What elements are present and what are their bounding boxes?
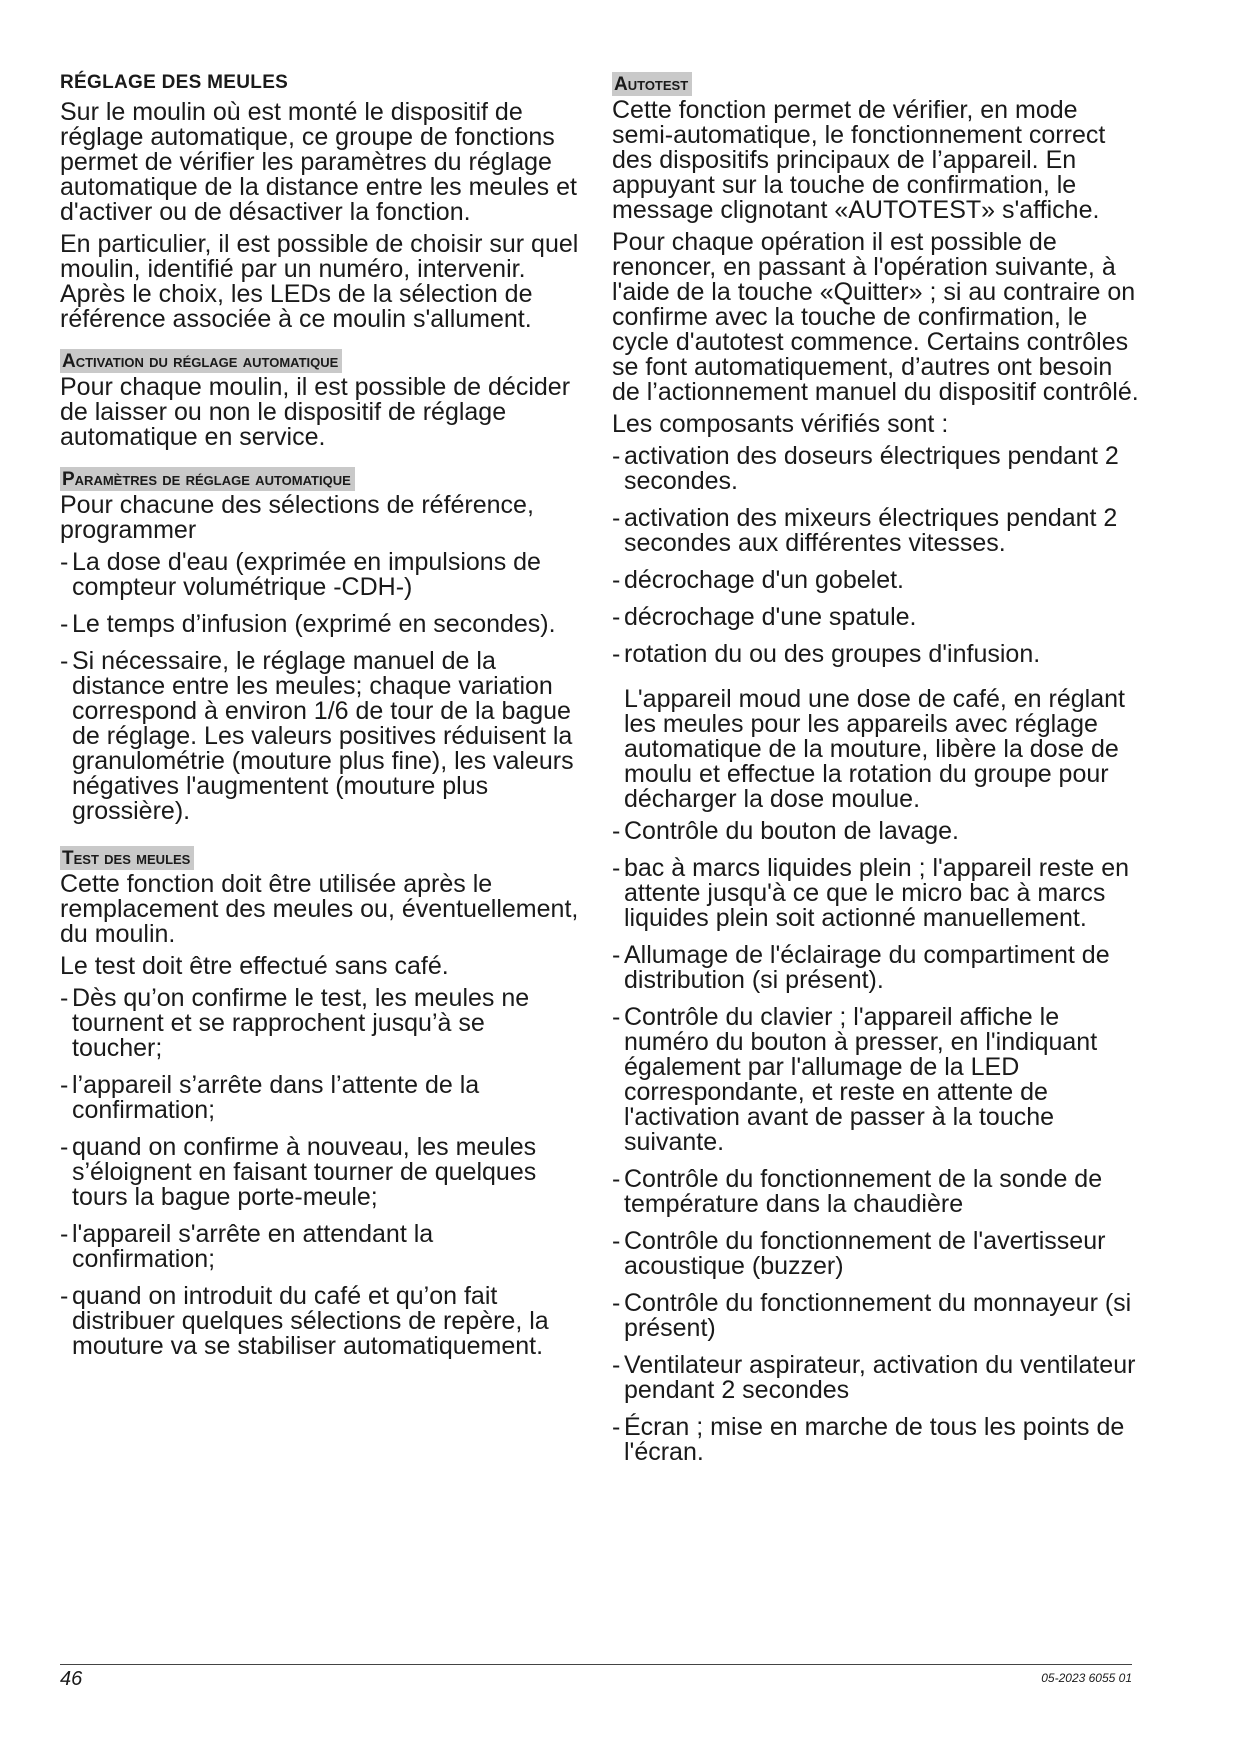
heading-parametres: Paramètres de réglage automatique	[60, 467, 355, 491]
list-item: - Contrôle du fonctionnement de l'avertisseur acoustique (buzzer)	[612, 1227, 1106, 1280]
test-paragraph-2: Le test doit être effectué sans café.	[60, 952, 449, 980]
list-item: - quand on confirme à nouveau, les meules s’éloignent en faisant tourner de quelques tours la bague porte-meule;	[60, 1133, 537, 1211]
document-reference: 05-2023 6055 01	[1041, 1671, 1132, 1685]
heading-autotest: Autotest	[612, 72, 692, 96]
list-item: - l’appareil s’arrête dans l’attente de la confirmation;	[60, 1071, 480, 1124]
list-item: - rotation du ou des groupes d'infusion.	[612, 640, 1041, 668]
test-paragraph-1: Cette fonction doit être utilisée après le remplacement des meules ou, éventuellement, du moulin.	[60, 870, 579, 948]
section-title-reglage-meules: RÉGLAGE DES MEULES	[60, 72, 289, 93]
list-item: - Contrôle du bouton de lavage.	[612, 817, 959, 845]
list-item: - décrochage d'une spatule.	[612, 603, 917, 631]
left-column	[60, 72, 580, 1371]
list-item: - Ventilateur aspirateur, activation du ventilateur pendant 2 secondes	[612, 1351, 1136, 1404]
page-number: 46	[60, 1668, 83, 1690]
intro-paragraph-2: En particulier, il est possible de choisir sur quel moulin, identifié par un numéro, intervenir. Après le choix, les LEDs de la sélection de référence associée à ce moulin s'allument.	[60, 230, 579, 333]
autotest-note: L'appareil moud une dose de café, en réglant les meules pour les appareils avec réglage automatique de la mouture, libère la dose de moulu et effectue la rotation du groupe pour décharger la dose moulue.	[624, 685, 1125, 813]
list-item: - La dose d'eau (exprimée en impulsions de compteur volumétrique -CDH-)	[60, 548, 541, 601]
footer-rule	[60, 1664, 1132, 1665]
list-item: - Contrôle du fonctionnement de la sonde de température dans la chaudière	[612, 1165, 1103, 1218]
autotest-paragraph-1: Cette fonction permet de vérifier, en mode semi-automatique, le fonctionnement correct des dispositifs principaux de l’appareil. En appuyant sur la touche de confirmation, le message clignotant «AUTOTEST» s'affiche.	[612, 96, 1106, 224]
list-item: - activation des doseurs électriques pendant 2 secondes.	[612, 442, 1119, 495]
list-item: - Le temps d’infusion (exprimé en secondes).	[60, 610, 556, 638]
list-item: - bac à marcs liquides plein ; l'appareil reste en attente jusqu'à ce que le micro bac à marcs liquides plein soit actionné manuellement.	[612, 854, 1130, 932]
heading-activation: Activation du réglage automatique	[60, 349, 342, 373]
list-item: - Si nécessaire, le réglage manuel de la distance entre les meules; chaque variation correspond à environ 1/6 de tour de la bague de réglage. Les valeurs positives réduisent la granulométrie (mouture plus fine), les valeurs négatives l'augmentent (mouture plus grossière).	[60, 647, 574, 825]
list-item: - Écran ; mise en marche de tous les points de l'écran.	[612, 1413, 1125, 1466]
list-item: - Contrôle du clavier ; l'appareil affiche le numéro du bouton à presser, en l'indiquant également par l'allumage de la LED correspondante, et reste en attente de l'activation avant de passer à la touche suivante.	[612, 1003, 1098, 1156]
autotest-paragraph-3: Les composants vérifiés sont :	[612, 410, 949, 438]
list-item: - l'appareil s'arrête en attendant la confirmation;	[60, 1220, 434, 1273]
autotest-paragraph-2: Pour chaque opération il est possible de renoncer, en passant à l'opération suivante, à l'aide de la touche «Quitter» ; si au contraire on confirme avec la touche de confirmation, le cycle d'autotest commence. Certains contrôles se font automatiquement, d’autres ont besoin de l’actionnement manuel du dispositif contrôlé.	[612, 228, 1139, 406]
activation-paragraph: Pour chaque moulin, il est possible de décider de laisser ou non le dispositif de réglage automatique en service.	[60, 373, 571, 451]
parametres-paragraph: Pour chacune des sélections de référence, programmer	[60, 491, 534, 544]
list-item: - Dès qu’on confirme le test, les meules ne tournent et se rapprochent jusqu’à se toucher;	[60, 984, 530, 1062]
list-item: - décrochage d'un gobelet.	[612, 566, 904, 594]
list-item: - Allumage de l'éclairage du compartiment de distribution (si présent).	[612, 941, 1110, 994]
right-column	[612, 72, 1142, 1477]
heading-test-meules: Test des meules	[60, 846, 194, 870]
list-item: - activation des mixeurs électriques pendant 2 secondes aux différentes vitesses.	[612, 504, 1118, 557]
list-item: - quand on introduit du café et qu’on fait distribuer quelques sélections de repère, la mouture va se stabiliser automatiquement.	[60, 1282, 549, 1360]
intro-paragraph-1: Sur le moulin où est monté le dispositif de réglage automatique, ce groupe de fonctions permet de vérifier les paramètres du réglage automatique de la distance entre les meules et d'activer ou de désactiver la fonction.	[60, 98, 577, 226]
list-item: - Contrôle du fonctionnement du monnayeur (si présent)	[612, 1289, 1132, 1342]
